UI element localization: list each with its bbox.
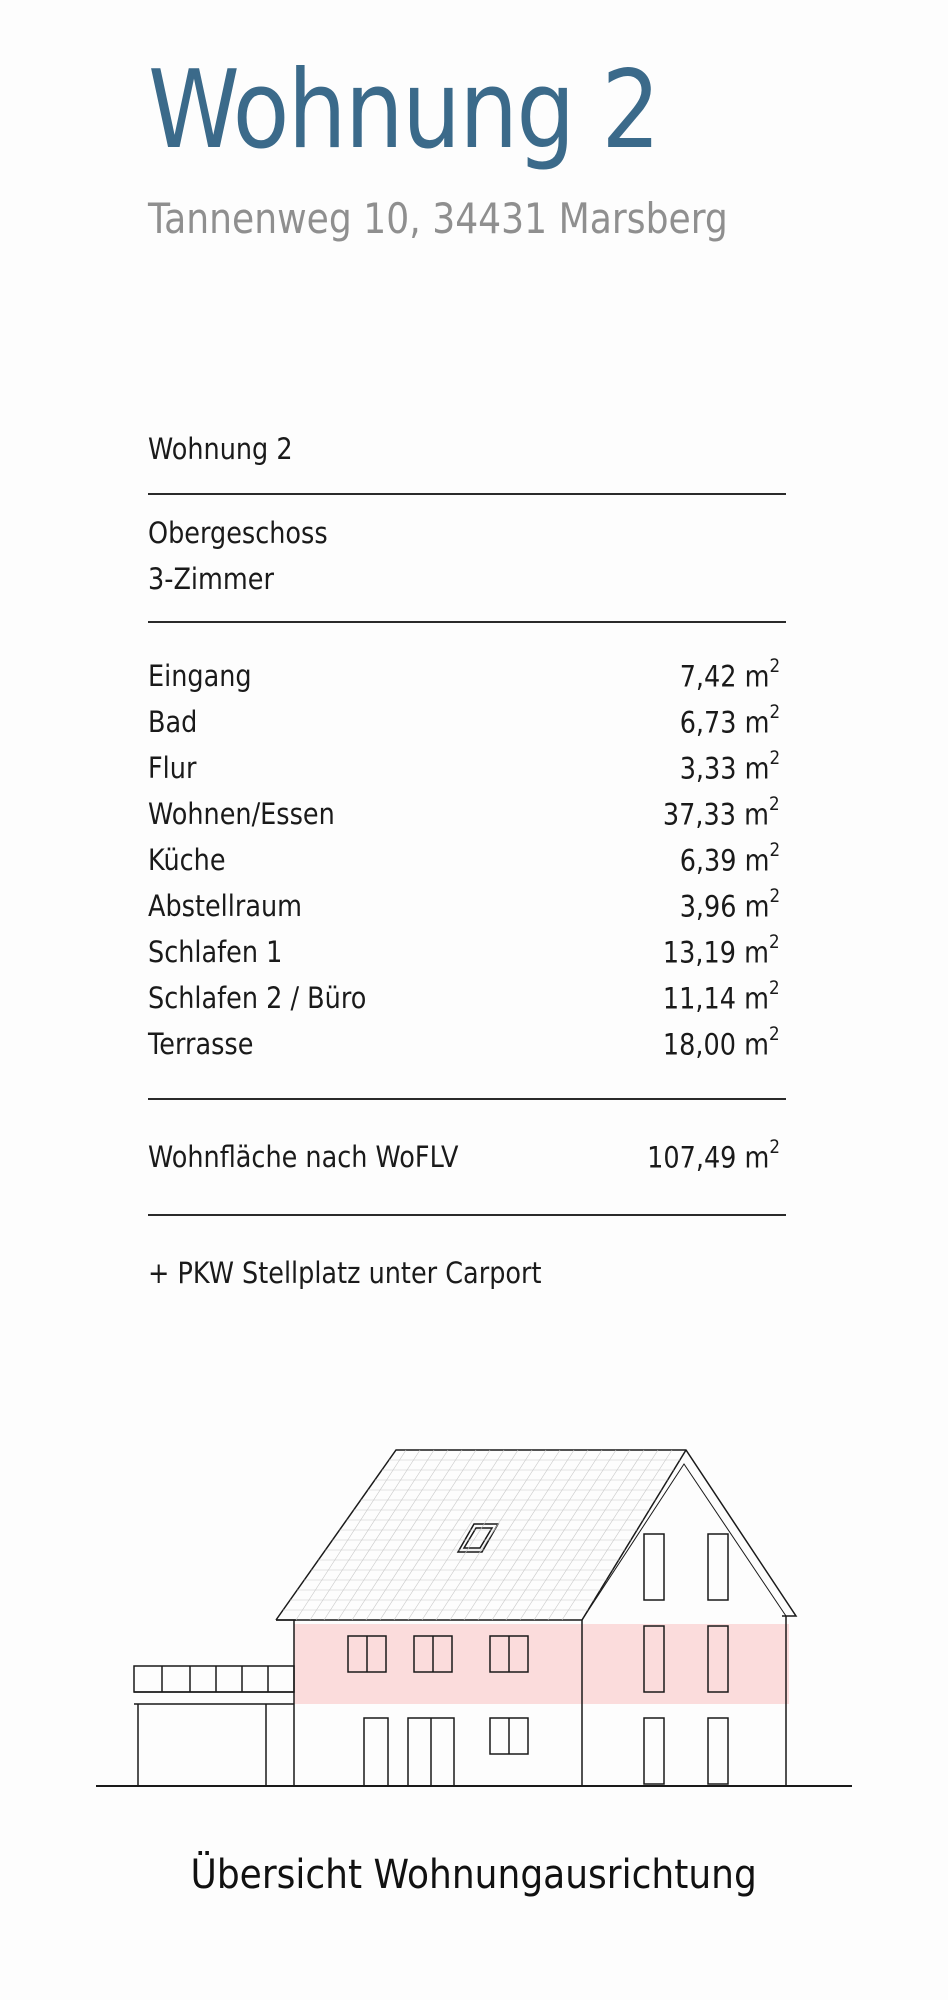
room-area: 11,14 $m^2$ — [663, 977, 780, 1016]
room-name: Schlafen 2 / Büro — [148, 981, 367, 1015]
room-row — [148, 793, 786, 841]
divider — [148, 1214, 786, 1216]
total-label: Wohnfläche nach WoFLV — [148, 1140, 459, 1174]
room-row — [148, 931, 786, 979]
room-row — [148, 1023, 786, 1071]
total-area: 107,49 $m^2$ — [647, 1136, 780, 1175]
room-name: Bad — [148, 705, 198, 739]
room-area: 7,42 $m^2$ — [679, 655, 780, 694]
page-title: Wohnung 2 — [148, 48, 659, 173]
room-area: 13,19 $m^2$ — [663, 931, 780, 970]
carport-note: + PKW Stellplatz unter Carport — [148, 1256, 542, 1290]
room-name: Eingang — [148, 659, 252, 693]
room-name: Wohnen/Essen — [148, 797, 335, 831]
address-subtitle: Tannenweg 10, 34431 Marsberg — [148, 194, 728, 243]
room-area: 6,73 $m^2$ — [679, 701, 780, 740]
room-name: Terrasse — [148, 1027, 254, 1061]
room-row — [148, 977, 786, 1025]
room-name: Flur — [148, 751, 197, 785]
unit-name: Wohnung 2 — [148, 432, 293, 466]
room-row — [148, 747, 786, 795]
room-row — [148, 655, 786, 703]
unit-rooms: 3-Zimmer — [148, 562, 274, 596]
room-area: 18,00 $m^2$ — [663, 1023, 780, 1062]
room-row — [148, 885, 786, 933]
divider — [148, 493, 786, 495]
house-elevation-drawing — [96, 1440, 852, 1800]
total-row — [148, 1136, 786, 1184]
room-name: Küche — [148, 843, 226, 877]
divider — [148, 1098, 786, 1100]
room-area: 37,33 $m^2$ — [663, 793, 780, 832]
room-row — [148, 701, 786, 749]
room-name: Abstellraum — [148, 889, 303, 923]
unit-floor: Obergeschoss — [148, 516, 328, 550]
divider — [148, 621, 786, 623]
room-area: 6,39 $m^2$ — [679, 839, 780, 878]
room-row — [148, 839, 786, 887]
room-area: 3,96 $m^2$ — [679, 885, 780, 924]
room-name: Schlafen 1 — [148, 935, 283, 969]
caption: Übersicht Wohnungausrichtung — [190, 1852, 758, 1898]
room-area: 3,33 $m^2$ — [679, 747, 780, 786]
